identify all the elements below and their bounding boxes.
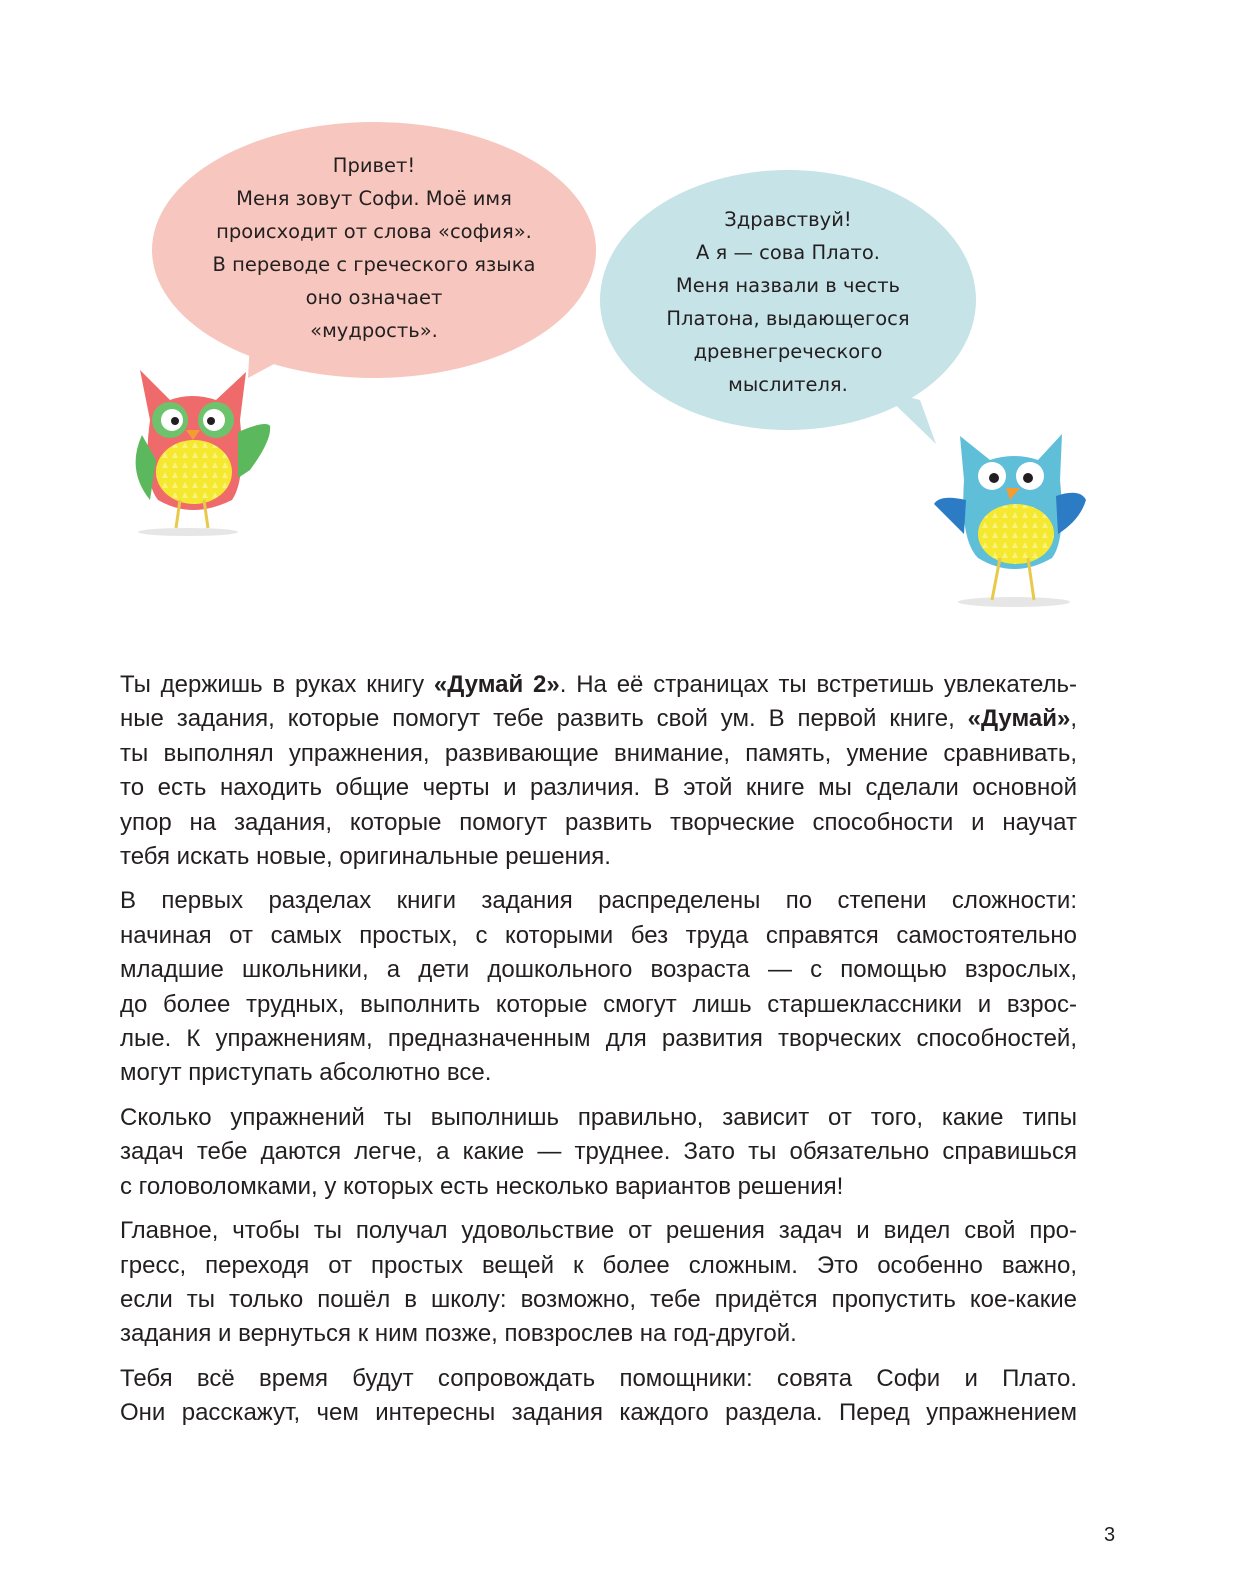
- paragraph-2: [120, 884, 1077, 1090]
- text-line: то есть находить общие черты и различия. В этой книге мы сделали основной: [120, 774, 1077, 802]
- text-run: . На её страницах ты встретишь увлекатель-: [559, 671, 1077, 698]
- sofi-speech-line: Меня зовут Софи. Моё имя: [236, 187, 512, 210]
- sofi-speech-line: В переводе с греческого языка: [212, 253, 536, 276]
- text-line: Сколько упражнений ты выполнишь правильно, зависит от того, какие типы: [120, 1103, 1077, 1131]
- sofi-speech-line: оно означает: [305, 286, 443, 309]
- plato-speech-line: Меня назвали в честь: [675, 274, 901, 297]
- text-line: младшие школьники, а дети дошкольного возраста — с помощью взрослых,: [120, 956, 1077, 984]
- text-line: задания и вернуться к ним позже, повзрослев на год-другой.: [120, 1320, 797, 1348]
- paragraph-5: [120, 1362, 1077, 1431]
- text-line: тебя искать новые, оригинальные решения.: [120, 843, 611, 871]
- sofi-speech-line: «мудрость».: [310, 319, 438, 342]
- plato-speech-line: Здравствуй!: [724, 208, 852, 231]
- book-title: «Думай»: [967, 705, 1071, 733]
- text-run: Ты держишь в руках книгу: [120, 671, 434, 698]
- paragraph-1: [120, 668, 1077, 874]
- text-line: если ты только пошёл в школу: возможно, тебе придётся пропустить кое-какие: [120, 1285, 1077, 1313]
- plato-speech-line: А я — сова Плато.: [695, 241, 881, 264]
- page-number: 3: [1104, 1524, 1116, 1546]
- text-line: до более трудных, выполнить которые смогут лишь старшеклассники и взрос-: [120, 990, 1077, 1018]
- sofi-speech-line: происходит от слова «софия».: [216, 220, 532, 243]
- sofi-owl-icon: [120, 360, 290, 540]
- text-line: гресс, переходя от простых вещей к более сложным. Это особенно важно,: [120, 1251, 1077, 1279]
- paragraph-3: [120, 1101, 1077, 1204]
- book-title: «Думай 2»: [433, 671, 560, 698]
- text-line: задач тебе даются легче, а какие — труднее. Зато ты обязательно справишься: [120, 1138, 1077, 1166]
- sofi-speech-line: Привет!: [332, 154, 416, 177]
- plato-speech-line: мыслителя.: [728, 373, 848, 396]
- plato-owl-icon: [930, 430, 1090, 615]
- text-line: Главное, чтобы ты получал удовольствие от решения задач и видел свой про-: [120, 1217, 1077, 1245]
- text-line: [120, 702, 1077, 736]
- plato-speech-text: [604, 203, 972, 401]
- intro-text: [120, 668, 1077, 1441]
- text-line: Они расскажут, чем интересны задания каждого раздела. Перед упражнением: [120, 1399, 1077, 1427]
- plato-speech-line: древнегреческого: [693, 340, 883, 363]
- text-line: Тебя всё время будут сопровождать помощники: совята Софи и Плато.: [120, 1364, 1077, 1392]
- sofi-speech-text: [162, 149, 586, 347]
- text-line: ты выполнял упражнения, развивающие внимание, память, умение сравнивать,: [120, 739, 1077, 767]
- text-run: ,: [1070, 705, 1077, 733]
- text-line: упор на задания, которые помогут развить творческие способности и научат: [120, 808, 1077, 836]
- text-run: ные задания, которые помогут тебе развить свой ум. В первой книге,: [120, 705, 968, 733]
- text-line: могут приступать абсолютно все.: [120, 1059, 492, 1087]
- text-line: начиная от самых простых, с которыми без труда справятся самостоятельно: [120, 921, 1077, 949]
- paragraph-4: [120, 1214, 1077, 1352]
- text-line: В первых разделах книги задания распределены по степени сложности:: [120, 887, 1077, 915]
- text-line: лые. К упражнениям, предназначенным для развития творческих способностей,: [120, 1025, 1077, 1053]
- text-line: с головоломками, у которых есть несколько вариантов решения!: [120, 1172, 844, 1200]
- plato-speech-line: Платона, выдающегося: [666, 307, 910, 330]
- text-line: [120, 668, 1077, 702]
